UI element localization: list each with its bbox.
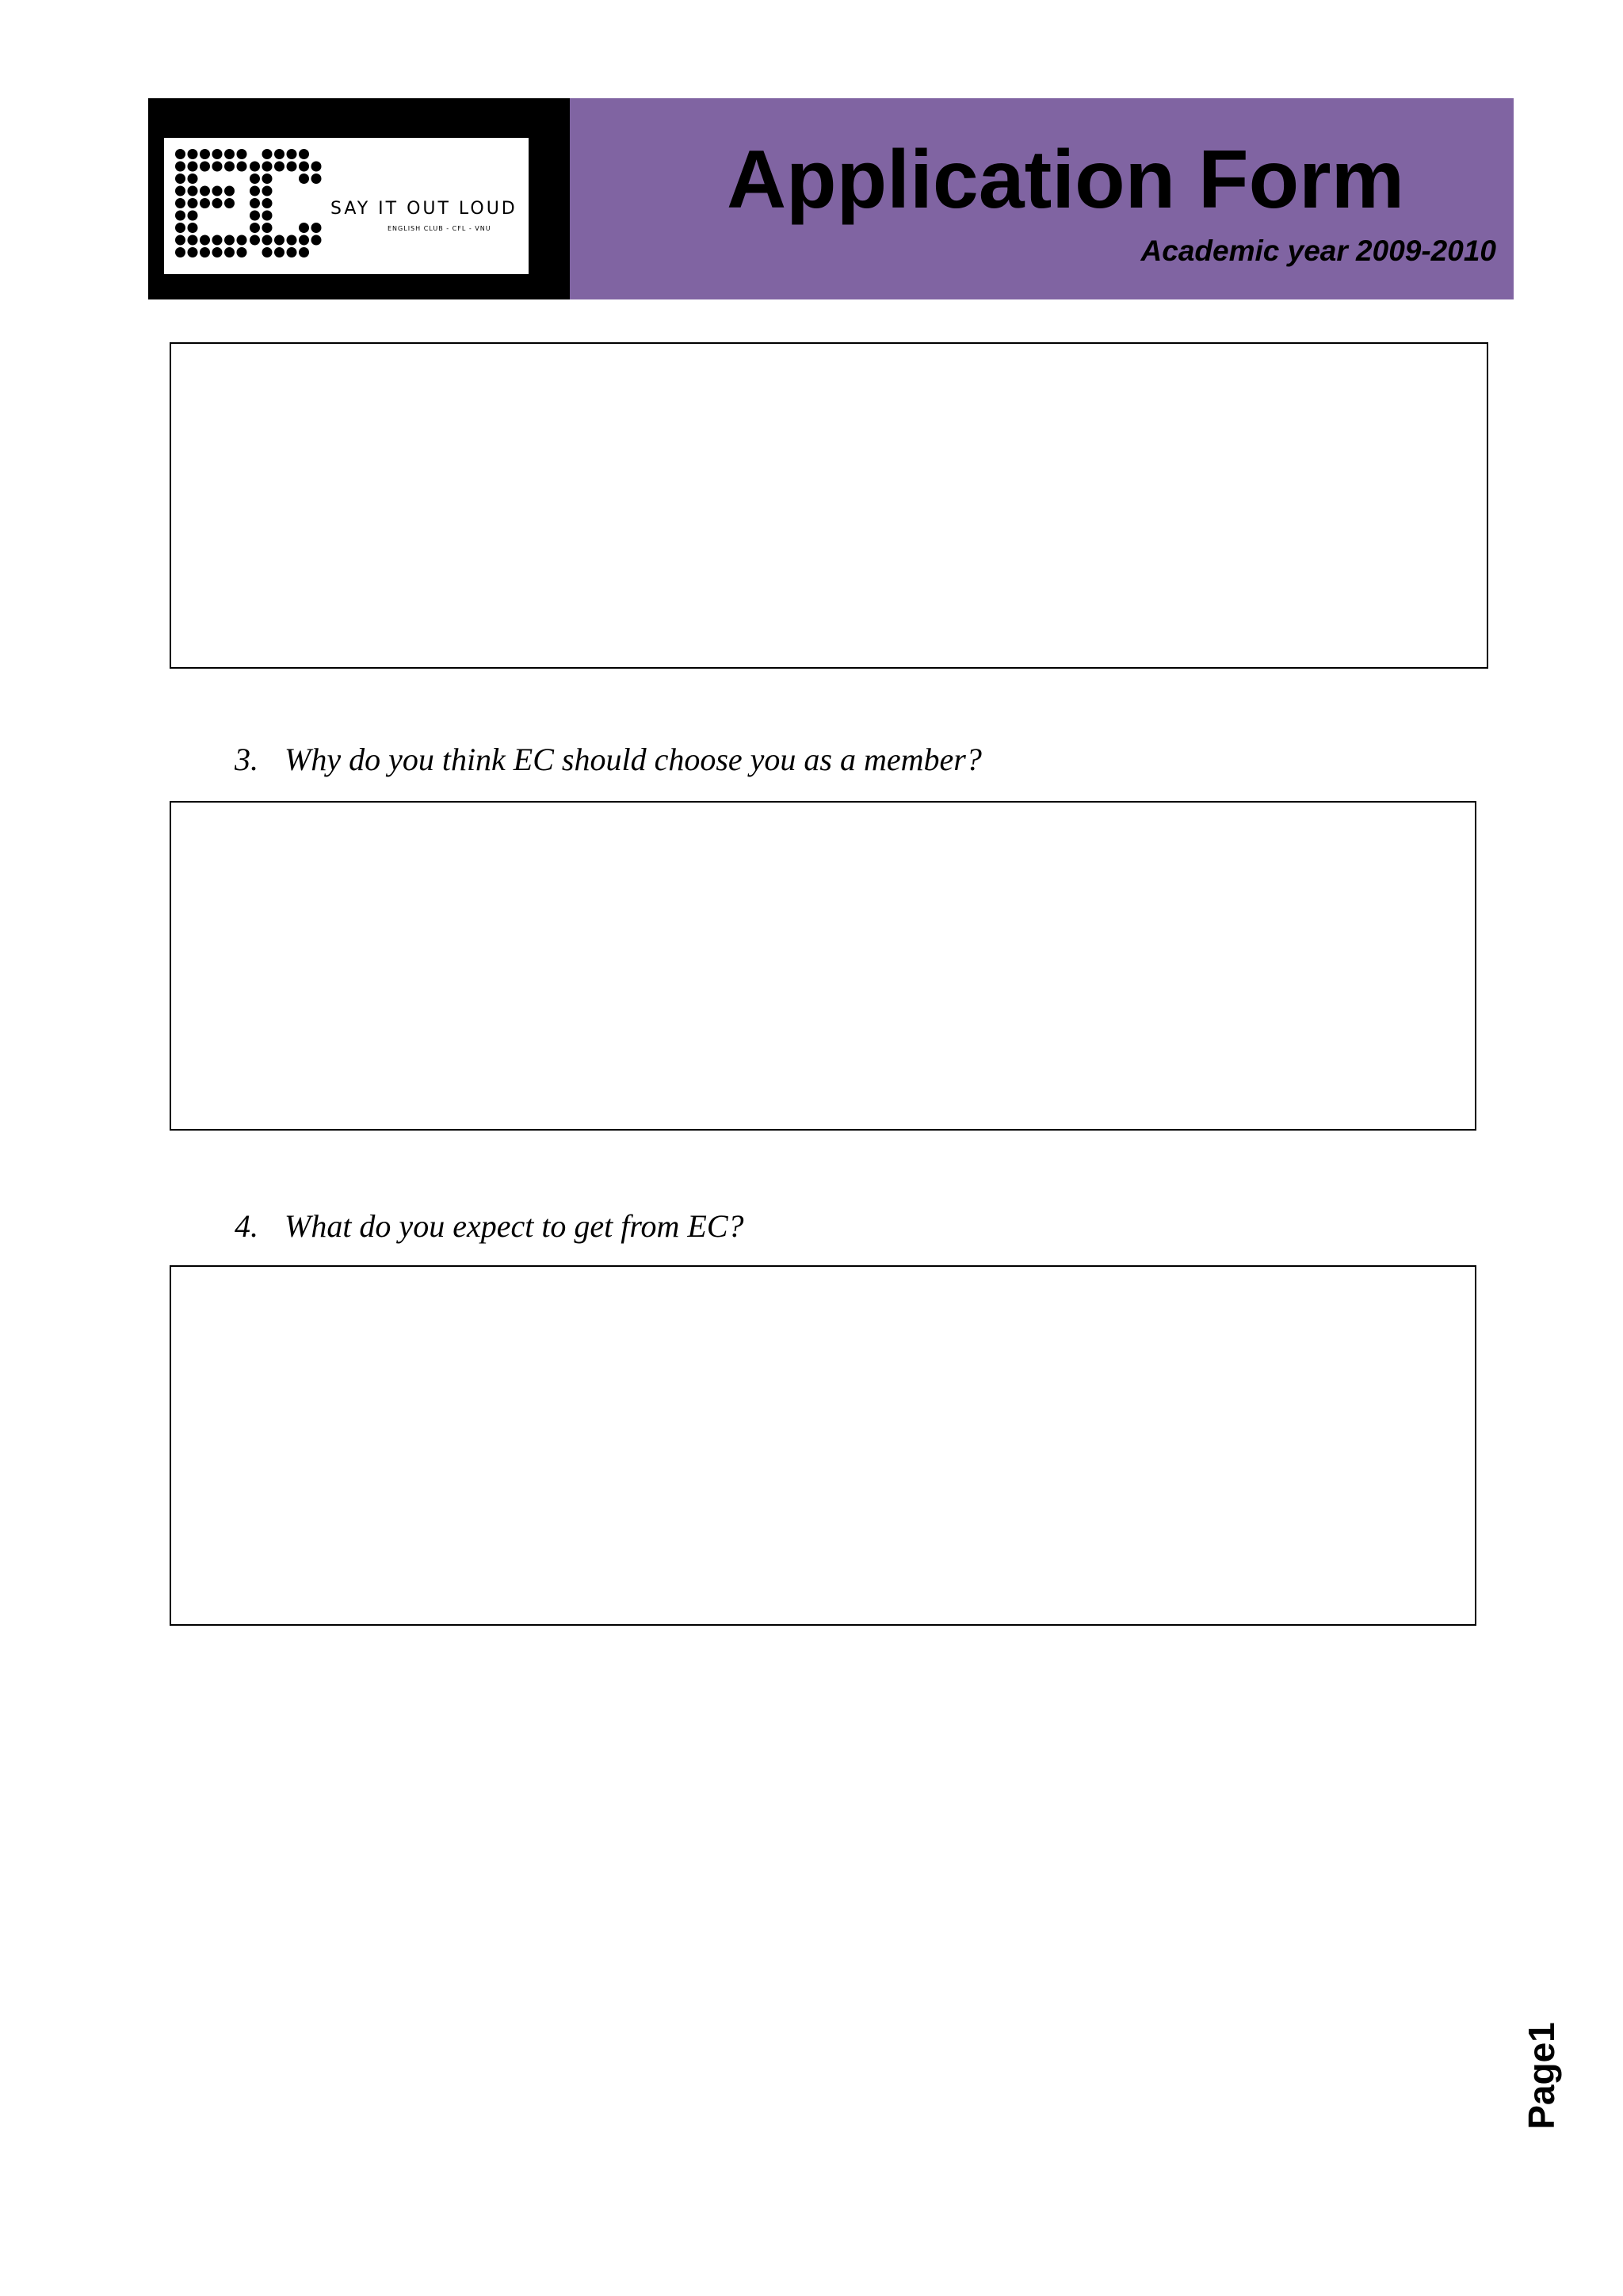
form-title: Application Form <box>726 134 1405 226</box>
ec-dot-matrix-logo <box>172 144 323 268</box>
question-number: 4. <box>235 1208 258 1244</box>
ec-logo <box>164 138 529 274</box>
logo-tagline: SAY IT OUT LOUD <box>330 199 517 219</box>
question-number: 3. <box>235 742 258 777</box>
question-3 <box>235 741 982 778</box>
answer-box-3[interactable] <box>170 801 1476 1131</box>
answer-box-4[interactable] <box>170 1265 1476 1626</box>
logo-subtag: ENGLISH CLUB - CFL - VNU <box>388 225 491 232</box>
question-4 <box>235 1207 744 1245</box>
logo-block <box>148 98 570 299</box>
page-number <box>1514 2016 1569 2135</box>
answer-box-2[interactable] <box>170 342 1488 669</box>
question-text: Why do you think EC should choose you as a member? <box>285 742 982 777</box>
form-header <box>148 98 1514 299</box>
question-text: What do you expect to get from EC? <box>285 1208 744 1244</box>
page-number-label: Page1 <box>1521 2022 1562 2130</box>
title-band <box>570 98 1514 299</box>
academic-year: Academic year 2009-2010 <box>1140 235 1496 267</box>
